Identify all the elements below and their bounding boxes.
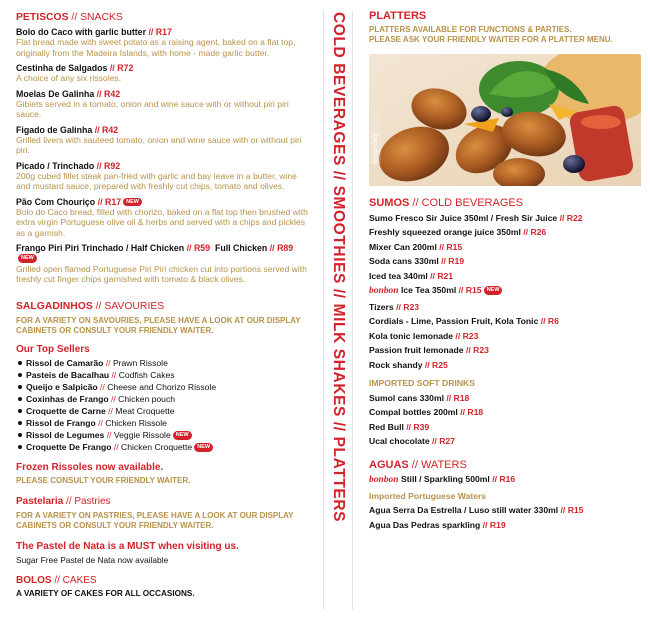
sumo-item [369, 345, 641, 355]
petisco-desc: Gibiets served in a tomato, onion and wine sauce with or without piri piri sauce. [16, 99, 289, 120]
bolos-heading: BOLOS // CAKES [16, 574, 97, 586]
frango-desc: Grilled open flamed Portuguese Piri Piri chicken cut into portions served with freshly cut finger chips garnished with tomato & black olives. [16, 264, 307, 285]
top-seller-en: Chicken Croquette [121, 442, 193, 453]
petisco-price: // R72 [107, 62, 134, 73]
bonbon-logo: bonbon [369, 475, 399, 486]
beverage-name: Agua Serra Da Estrella / Luso still water 330ml [369, 505, 559, 516]
petisco-price: // R17 [146, 26, 172, 37]
petisco-name-text: Bolo do Caco with garlic butter [16, 26, 147, 37]
platters-line2: PLEASE ASK YOUR FRIENDLY WAITER FOR A PLATTER MENU. [369, 35, 613, 45]
top-seller-sep: // [105, 406, 116, 417]
beverage-price: // R21 [427, 270, 454, 281]
new-badge: NEW [173, 431, 192, 440]
petisco-price: // R42 [92, 124, 119, 135]
top-seller-sep: // [109, 370, 119, 381]
sumo-item [369, 331, 641, 341]
new-badge: NEW [123, 198, 142, 207]
top-sellers-list [16, 358, 310, 452]
beverage-name: Sumol cans 330ml [369, 392, 444, 403]
frango-name-half: Frango Piri Piri Trinchado / Half Chicken [16, 242, 185, 253]
bullet-icon [18, 361, 22, 365]
aguas-list [369, 505, 641, 530]
sumo-item [369, 271, 641, 281]
new-badge: NEW [18, 254, 37, 263]
frozen-heading: Frozen Rissoles now available. [16, 462, 164, 474]
petisco-name [16, 197, 310, 208]
bullet-icon [18, 385, 22, 389]
petisco-price: // R42 [94, 88, 121, 99]
salgadinhos-note: FOR A VARIETY ON SAVOURIES, PLEASE HAVE A LOOK AT OUR DISPLAY CABINETS OR CONSULT YOUR FRIENDLY WAITER. [16, 316, 301, 336]
sumo-item [369, 302, 641, 312]
frango-name-full: Full Chicken [214, 242, 268, 253]
petisco-item [16, 89, 310, 120]
beverage-price: // R25 [422, 359, 448, 370]
beverage-price: // R15 [456, 285, 482, 296]
vertical-banner [323, 10, 353, 610]
agua-item [369, 505, 641, 515]
top-seller-sep: // [108, 394, 119, 405]
beverage-price: // R19 [480, 519, 506, 530]
platters-line1: PLATTERS AVAILABLE FOR FUNCTIONS & PARTIES. [369, 25, 572, 35]
beverage-name: Cordials - Lime, Passion Fruit, Kola Tonic [369, 316, 539, 327]
top-sellers-heading: Our Top Sellers [16, 344, 90, 356]
petisco-name [16, 89, 310, 100]
petisco-name [16, 27, 310, 38]
bullet-icon [18, 409, 22, 413]
beverage-price: // R15 [558, 505, 584, 516]
sumo-item [369, 227, 641, 237]
right-column [369, 10, 641, 534]
beverage-name: Kola tonic lemonade [369, 330, 454, 341]
pastelaria-heading: Pastelaria // Pastries [16, 496, 111, 508]
top-seller-pt: Coxinhas de Frango [26, 394, 109, 405]
top-seller-item [16, 430, 310, 440]
bolos-note: A VARIETY OF CAKES FOR ALL OCCASIONS. [16, 589, 195, 599]
petisco-desc: Bolo do Caco bread, filled with chorizo, baked on a flat top then brushed with extra virgin Portuguese olive oil & herbs and served with a chips and pickles as a garnish. [16, 207, 308, 238]
petisco-name-text: Moelas De Galinha [16, 88, 95, 99]
beverage-name: Soda cans 330ml [369, 256, 439, 267]
petisco-desc: Grilled livers with sauteed tomato, onion and wine sauce with or without piri piri. [16, 135, 302, 156]
petisco-name-text: Figado de Galinha [16, 124, 93, 135]
top-seller-sep: // [95, 418, 106, 429]
top-seller-pt: Rissol de Camarão [26, 358, 104, 369]
petisco-name-text: Picado / Trinchado [16, 160, 95, 171]
petisco-desc: A choice of any six rissoles. [16, 73, 122, 84]
beverage-name: Rock shandy [369, 359, 423, 370]
top-seller-sep: // [103, 358, 113, 369]
top-seller-item [16, 406, 310, 416]
beverage-price: // R22 [557, 212, 583, 223]
frozen-note: PLEASE CONSULT YOUR FRIENDLY WAITER. [16, 476, 191, 486]
petisco-item [16, 197, 310, 238]
petisco-price: // R92 [94, 160, 121, 171]
petiscos-list [16, 27, 310, 238]
sumo-item [369, 256, 641, 266]
petisco-item [16, 125, 310, 156]
petisco-item [16, 27, 310, 58]
bullet-icon [18, 445, 22, 449]
beverage-price: // R39 [403, 421, 430, 432]
salgadinhos-heading: SALGADINHOS // SAVOURIES [16, 301, 165, 313]
sumo-item [369, 360, 641, 370]
agua-item [369, 520, 641, 530]
beverage-name: Freshly squeezed orange juice 350ml [369, 227, 521, 238]
beverage-name: Compal bottles 200ml [369, 407, 458, 418]
aguas-heading: AGUAS // WATERS [369, 458, 467, 471]
petisco-name [16, 161, 310, 172]
bullet-icon [18, 397, 22, 401]
beverage-name: Passion fruit lemonade [369, 345, 464, 356]
top-seller-pt: Croquette De Frango [26, 442, 112, 453]
imported-item [369, 436, 641, 446]
beverage-name: Ice Tea 350ml [398, 285, 457, 296]
frango-item: Frango Piri Piri Trinchado / Half Chicken // R59 Full Chicken // R89NEW Grilled open flamed Portuguese Piri Piri chicken cut into portions served with freshly cut finger chips garnished with tomato & black olives. [16, 243, 310, 285]
petiscos-heading: PETISCOS // SNACKS [16, 12, 123, 23]
imported-item [369, 393, 641, 403]
bullet-icon [18, 433, 22, 437]
aguas-still-item: bonbon Still / Sparkling 500ml // R16 [369, 474, 516, 486]
top-seller-en: Prawn Rissole [112, 358, 168, 369]
beverage-price: // R26 [520, 227, 547, 238]
top-seller-pt: Rissol de Legumes [26, 430, 105, 441]
beverage-price: // R23 [393, 301, 420, 312]
top-seller-en: Cheese and Chorizo Rissole [107, 382, 217, 393]
beverage-price: // R6 [538, 316, 559, 327]
sumos-list [369, 213, 641, 370]
bullet-icon [18, 421, 22, 425]
petisco-name [16, 63, 310, 74]
top-seller-item [16, 394, 310, 404]
new-badge: NEW [484, 286, 503, 295]
top-seller-item [16, 442, 310, 452]
top-seller-item [16, 358, 310, 368]
imported-list [369, 393, 641, 447]
petisco-price: // R17 [95, 196, 122, 207]
photo-caption: Image Only [373, 133, 379, 165]
bonbon-logo: bonbon [369, 286, 399, 297]
imported-item [369, 422, 641, 432]
top-seller-en: Veggie Rissole [113, 430, 171, 441]
imported-waters-heading: Imported Portuguese Waters [369, 490, 487, 501]
petisco-name [16, 125, 310, 136]
bullet-icon [18, 373, 22, 377]
sumos-heading: SUMOS // COLD BEVERAGES [369, 197, 524, 210]
sumo-item [369, 242, 641, 252]
beverage-name: Mixer Can 200ml [369, 241, 437, 252]
beverage-name: Ucal chocolate [369, 436, 430, 447]
top-seller-pt: Queijo e Salpicão [26, 382, 98, 393]
beverage-name: Tizers [369, 301, 394, 312]
top-seller-en: Chicken pouch [118, 394, 176, 405]
nata-heading: The Pastel de Nata is a MUST when visiting us. [16, 540, 239, 552]
pastelaria-note: FOR A VARIETY ON PASTRIES, PLEASE HAVE A LOOK AT OUR DISPLAY CABINETS OR CONSULT YOUR FRIENDLY WAITER. [16, 510, 294, 530]
beverage-price: // R18 [444, 392, 470, 403]
beverage-price: // R27 [429, 436, 455, 447]
top-seller-pt: Rissol de Frango [26, 418, 96, 429]
beverage-price: // R18 [457, 407, 484, 418]
sumo-item [369, 285, 641, 298]
top-seller-item [16, 370, 310, 380]
petisco-item [16, 161, 310, 192]
sumo-item [369, 316, 641, 326]
top-seller-sep: // [104, 430, 114, 441]
top-seller-en: Meat Croquette [115, 406, 175, 417]
new-badge: NEW [194, 443, 213, 452]
platter-photo-illustration [369, 54, 641, 186]
platters-heading: PLATTERS [369, 10, 427, 22]
beverage-price: // R23 [453, 330, 479, 341]
imported-soft-drinks-heading: IMPORTED SOFT DRINKS [369, 378, 475, 389]
top-seller-item [16, 382, 310, 392]
petisco-desc: Flat bread made with sweet potato as a raising agent, baked on a flat top, originally from the Madeira Islands, with home - made garlic butter. [16, 37, 296, 58]
petisco-item [16, 63, 310, 84]
beverage-name: Sumo Fresco Sir Juice 350ml / Fresh Sir Juice [369, 212, 558, 223]
beverage-name: Agua Das Pedras sparkling [369, 519, 481, 530]
top-seller-sep: // [97, 382, 108, 393]
left-column [16, 12, 310, 599]
vertical-banner-text: COLD BEVERAGES // SMOOTHIES // MILK SHAKES // PLATTERS [330, 12, 347, 523]
petisco-desc: 200g cubed fillet steak pan-fried with garlic and bay leave in a butter, wine and mustard sauce, prepared with freshly cut chips, tomato and olives. [16, 171, 297, 192]
beverage-price: // R15 [436, 241, 463, 252]
beverage-name: Iced tea 340ml [369, 270, 428, 281]
top-seller-en: Codfish Cakes [118, 370, 175, 381]
top-seller-pt: Croquette de Carne [26, 406, 106, 417]
sumo-item [369, 213, 641, 223]
petisco-name-text: Cestinha de Salgados [16, 62, 108, 73]
petisco-name-text: Pão Com Chouriço [16, 196, 96, 207]
nata-note: Sugar Free Pastel de Nata now available [16, 554, 169, 565]
imported-item [369, 407, 641, 417]
platter-photo [369, 54, 641, 186]
top-seller-en: Chicken Rissole [105, 418, 167, 429]
beverage-name: Red Bull [369, 421, 404, 432]
beverage-price: // R23 [463, 345, 489, 356]
top-seller-item [16, 418, 310, 428]
top-seller-pt: Pasteis de Bacalhau [26, 370, 110, 381]
top-seller-sep: // [111, 442, 122, 453]
beverage-price: // R19 [438, 256, 465, 267]
